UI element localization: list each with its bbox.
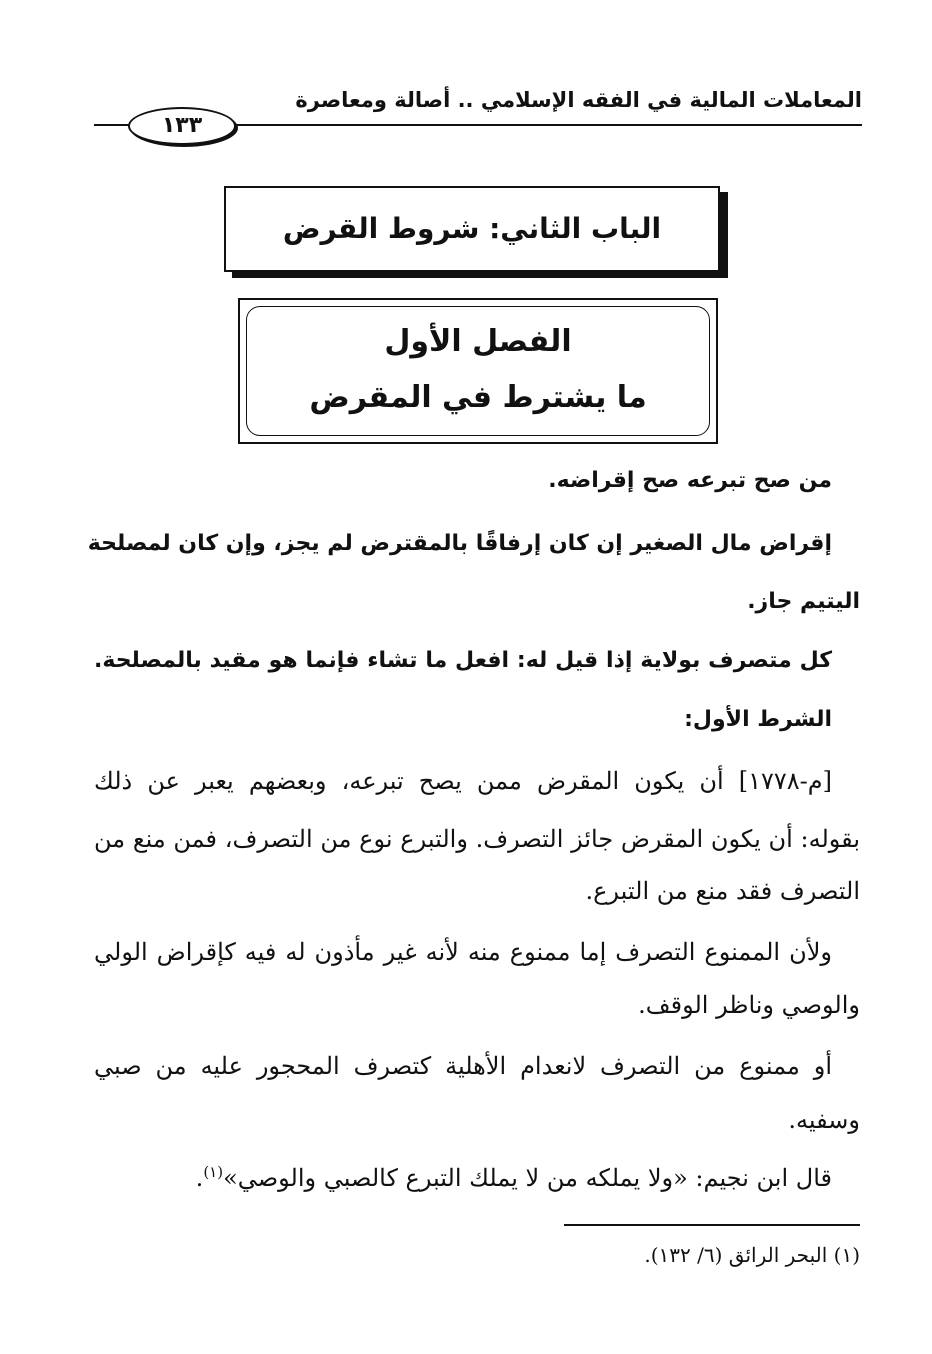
rule-statement-2: إقراض مال الصغير إن كان إرفاقًا بالمقترض لم يجز، وإن كان لمصلحة	[87, 531, 832, 556]
body-line: ولأن الممنوع التصرف إما ممنوع منه لأنه غير مأذون له فيه كإقراض الولي	[94, 938, 832, 966]
rule-statement-1: من صح تبرعه صح إقراضه.	[548, 468, 832, 493]
body-line: [م-١٧٧٨] أن يكون المقرض ممن يصح تبرعه، وبعضهم يعبر عن ذلك	[94, 767, 832, 795]
section-title: الفصل الأول	[384, 324, 572, 359]
rule-statement-3: كل متصرف بولاية إذا قيل له: افعل ما تشاء فإنما هو مقيد بالمصلحة.	[94, 648, 832, 673]
section-box	[238, 298, 718, 444]
quote-text: قال ابن نجيم: «ولا يملكه من لا يملك التبرع كالصبي والوصي»	[223, 1164, 832, 1192]
body-line: بقوله: أن يكون المقرض جائز التصرف. والتبرع نوع من التصرف، فمن منع من	[94, 825, 860, 853]
body-line: أو ممنوع من التصرف لانعدام الأهلية كتصرف المحجور عليه من صبي	[94, 1052, 832, 1080]
body-line: والوصي وناظر الوقف.	[638, 991, 860, 1019]
running-title: المعاملات المالية في الفقه الإسلامي .. أصالة ومعاصرة	[295, 88, 862, 112]
quote-line	[94, 1161, 832, 1195]
footnote: (١) البحر الرائق (٦/ ١٣٢).	[644, 1243, 860, 1267]
chapter-box	[224, 186, 720, 272]
page-number: ١٣٣	[128, 107, 236, 145]
chapter-title: الباب الثاني: شروط القرض	[282, 212, 662, 245]
condition-heading: الشرط الأول:	[684, 707, 832, 732]
section-subtitle: ما يشترط في المقرض	[309, 380, 647, 415]
rule-statement-2-end: اليتيم جاز.	[747, 589, 860, 614]
quote-period: .	[195, 1164, 204, 1192]
footnote-marker: (١)	[203, 1163, 224, 1181]
body-line: وسفيه.	[788, 1106, 860, 1134]
body-line: التصرف فقد منع من التبرع.	[585, 877, 860, 905]
footnote-rule	[564, 1224, 860, 1226]
